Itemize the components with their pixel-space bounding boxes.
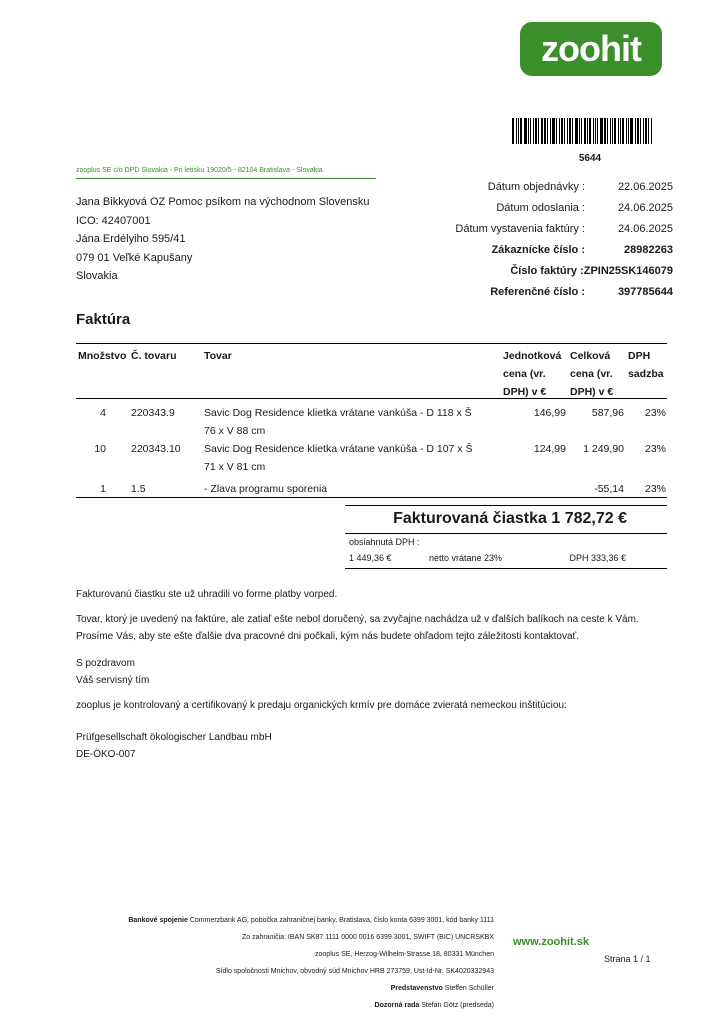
delivery-note xyxy=(76,612,676,645)
barcode-bar xyxy=(544,118,546,144)
barcode-bar xyxy=(645,118,647,144)
row-qty: 4 xyxy=(100,407,106,419)
meta-value: ZPIN25SK146079 xyxy=(583,264,673,277)
meta-issue-date xyxy=(420,218,673,239)
meta-label: Zákaznícke číslo : xyxy=(491,243,585,256)
header-item-no: Č. tovaru xyxy=(131,350,177,362)
row-qty: 10 xyxy=(94,443,106,455)
barcode-bar xyxy=(618,118,619,144)
barcode-bar xyxy=(587,118,588,144)
certifier-line: Prüfgesellschaft ökologischer Landbau mbH xyxy=(76,732,272,743)
header-line: DPH) v € xyxy=(503,386,547,398)
table-row xyxy=(76,440,667,476)
row-qty: 1 xyxy=(100,483,106,495)
delivery-note-line: Prosíme Vás, aby ste ešte ďalšie dva pracovné dni počkali, kým nás budete ohľadom tejto záležitosti kontaktovať. xyxy=(76,630,580,642)
barcode-bar xyxy=(516,118,517,144)
footer-supervisory-label: Dozorná rada xyxy=(374,1002,420,1009)
barcode-bar xyxy=(559,118,560,144)
product-line: Savic Dog Residence klietka vrátane vankúša - D 107 x Š xyxy=(204,443,473,455)
barcode-bar xyxy=(579,118,580,144)
product-line: 71 x V 81 cm xyxy=(204,461,266,473)
barcode-bar xyxy=(607,118,608,144)
footer-board-label: Predstavenstvo xyxy=(390,985,443,992)
barcode-bar xyxy=(518,118,519,144)
row-product xyxy=(204,440,499,476)
row-unit-price: 146,99 xyxy=(533,407,566,419)
barcode-bar xyxy=(640,118,641,144)
header-line: DPH xyxy=(628,350,651,362)
header-line: Celková xyxy=(570,350,611,362)
footer-supervisory xyxy=(80,997,494,1014)
row-total-price: 587,96 xyxy=(591,407,624,419)
barcode-bar xyxy=(637,118,639,144)
website-link[interactable]: www.zoohit.sk xyxy=(513,936,589,948)
recipient-address xyxy=(76,193,369,286)
footer-bank-label: Bankové spojenie xyxy=(128,917,188,924)
meta-label: Dátum odoslania : xyxy=(496,201,585,214)
barcode-bar xyxy=(626,118,627,144)
table-header xyxy=(76,344,667,398)
barcode-bar xyxy=(556,118,557,144)
barcode-bar xyxy=(612,118,613,144)
address-line: 079 01 Veľké Kapušany xyxy=(76,251,193,264)
sender-underline xyxy=(76,178,376,179)
barcode-bar xyxy=(628,118,629,144)
delivery-note-line: Tovar, ktorý je uvedený na faktúre, ale zatiaľ ešte nebol doručený, sa zvyčajne nachádza už v ďalších balíkoch na ceste k Vám. xyxy=(76,614,639,625)
barcode-bar xyxy=(584,118,586,144)
barcode-bar xyxy=(651,118,652,144)
table-bottom-border xyxy=(76,497,667,498)
greeting xyxy=(76,656,676,689)
address-line: Jana Bikkyová OZ Pomoc psíkom na východnom Slovensku xyxy=(76,196,370,208)
barcode-bar xyxy=(567,118,568,144)
barcode-bar xyxy=(561,118,563,144)
barcode-bar xyxy=(604,118,606,144)
barcode-bar xyxy=(589,118,591,144)
certifier xyxy=(76,730,676,763)
meta-label: Číslo faktúry : xyxy=(510,264,584,277)
barcode-bar xyxy=(635,118,636,144)
row-total-price: -55,14 xyxy=(594,483,624,495)
meta-value: 22.06.2025 xyxy=(617,180,673,193)
total-top-border xyxy=(345,505,667,506)
vat-included-label: obsiahnutá DPH : xyxy=(349,537,420,547)
barcode-bar xyxy=(593,118,594,144)
header-line: cena (vr. xyxy=(503,368,546,380)
barcode-bar xyxy=(547,118,548,144)
barcode-bar xyxy=(520,118,522,144)
sender-line: zooplus SE c/o DPD Slovakia - Pri letisku 19020/5 - 82104 Bratislava - Slovakia xyxy=(76,167,323,174)
barcode-bar xyxy=(600,118,603,144)
barcode-bar xyxy=(614,118,616,144)
page-title: Faktúra xyxy=(76,311,131,328)
row-item-no: 1.5 xyxy=(131,483,146,495)
barcode-bar xyxy=(575,118,578,144)
barcode-bar xyxy=(538,118,539,144)
barcode-bar xyxy=(530,118,531,144)
barcode-number: 5644 xyxy=(578,153,602,164)
row-item-no: 220343.10 xyxy=(131,443,181,455)
meta-reference-no xyxy=(420,281,673,302)
footer-board-name: Steffen Schüller xyxy=(444,985,494,992)
items-table xyxy=(76,343,667,500)
header-unit-price xyxy=(503,347,561,401)
meta-value: 24.06.2025 xyxy=(617,201,673,214)
footer-address: zooplus SE, Herzog-Wilhelm-Strasse 18, 80331 München xyxy=(315,951,494,958)
header-line: cena (vr. xyxy=(570,368,613,380)
footer-bank-text: Commerzbank AG, pobočka zahraničnej banky, Bratislava, číslo konta 6399 3001, kód banky 1111 xyxy=(189,917,494,924)
meta-value: 24.06.2025 xyxy=(617,222,673,235)
footer-bank xyxy=(80,912,494,929)
product-line: Savic Dog Residence klietka vrátane vankúša - D 118 x Š xyxy=(204,407,472,419)
footer-intl: Zo zahraničia: IBAN SK87 1111 0000 0016 6399 3001, SWIFT (BIC) UNCRSKBX xyxy=(242,934,494,941)
barcode-bar xyxy=(564,118,565,144)
certifier-line: DE-ÖKO-007 xyxy=(76,748,136,760)
row-item-no: 220343.9 xyxy=(131,407,175,419)
address-line: Slovakia xyxy=(76,270,118,282)
table-row xyxy=(76,404,667,440)
barcode xyxy=(512,118,672,144)
barcode-bar xyxy=(572,118,573,144)
barcode-bar xyxy=(528,118,529,144)
header-line: sadzba xyxy=(628,368,664,380)
row-vat: 23% xyxy=(644,483,666,495)
row-product: - Zlava programu sporenia xyxy=(204,483,328,495)
barcode-bar xyxy=(597,118,598,144)
page-number: Strana 1 / 1 xyxy=(604,954,651,964)
meta-label: Dátum vystavenia faktúry : xyxy=(455,222,585,235)
total-bottom-border xyxy=(345,568,667,569)
payment-note: Fakturovanú čiastku ste už uhradili vo forme platby vorped. xyxy=(76,589,338,600)
footer-board xyxy=(80,980,494,997)
vat-amount: DPH 333,36 € xyxy=(569,553,626,563)
meta-value: 28982263 xyxy=(624,243,673,256)
row-vat: 23% xyxy=(644,443,666,455)
barcode-bar xyxy=(648,118,649,144)
header-qty: Množstvo xyxy=(78,350,127,362)
net-amount: 1 449,36 € xyxy=(349,553,392,563)
invoice-meta xyxy=(420,176,673,302)
greeting-line: Váš servisný tím xyxy=(76,674,150,686)
row-vat: 23% xyxy=(644,407,666,419)
barcode-bar xyxy=(595,118,596,144)
meta-label: Referenčné číslo : xyxy=(490,285,585,298)
address-line: ICO: 42407001 xyxy=(76,214,151,227)
logo-text: zoohit xyxy=(541,28,641,69)
barcode-bar xyxy=(581,118,582,144)
meta-invoice-no xyxy=(420,260,673,281)
row-product xyxy=(204,404,499,440)
product-line: 76 x V 88 cm xyxy=(204,425,266,437)
barcode-bar xyxy=(610,118,611,144)
meta-ship-date xyxy=(420,197,673,218)
barcode-bar xyxy=(512,118,514,144)
barcode-bar xyxy=(533,118,534,144)
header-vat xyxy=(628,347,664,383)
barcode-bar xyxy=(622,118,624,144)
invoice-total: Fakturovaná čiastka 1 782,72 € xyxy=(393,510,627,527)
net-note: netto vrátane 23% xyxy=(429,553,503,563)
address-line: Jána Erdélyiho 595/41 xyxy=(76,233,186,245)
meta-order-date xyxy=(420,176,673,197)
barcode-bar xyxy=(630,118,633,144)
barcode-bar xyxy=(541,118,543,144)
zoohit-logo xyxy=(520,22,662,76)
barcode-bar xyxy=(535,118,537,144)
header-line: Jednotková xyxy=(503,350,562,362)
header-line: DPH) v € xyxy=(570,386,614,398)
barcode-bar xyxy=(620,118,621,144)
greeting-line: S pozdravom xyxy=(76,658,135,669)
total-separator xyxy=(345,533,667,534)
barcode-bar xyxy=(643,118,644,144)
barcode-bar xyxy=(550,118,551,144)
footer-seat: Sídlo spoločnosti Mnichov, obvodný súd Mnichov HRB 273759, Ust-Id-Nr. SK4020332943 xyxy=(215,968,494,975)
footer-legal xyxy=(80,912,494,1014)
meta-label: Dátum objednávky : xyxy=(487,180,585,193)
meta-value: 397785644 xyxy=(617,285,673,298)
row-unit-price: 124,99 xyxy=(533,443,566,455)
footer-supervisory-name: Stefan Götz (predseda) xyxy=(421,1002,494,1009)
barcode-bar xyxy=(524,118,527,144)
barcode-bar xyxy=(552,118,555,144)
header-product: Tovar xyxy=(204,350,232,362)
certification-note: zooplus je kontrolovaný a certifikovaný k predaju organických krmív pre domáce zvieratá nemeckou inštitúciou: xyxy=(76,700,567,711)
row-total-price: 1 249,90 xyxy=(583,443,624,455)
header-total-price xyxy=(570,347,613,401)
meta-customer-no xyxy=(420,239,673,260)
barcode-bar xyxy=(569,118,571,144)
